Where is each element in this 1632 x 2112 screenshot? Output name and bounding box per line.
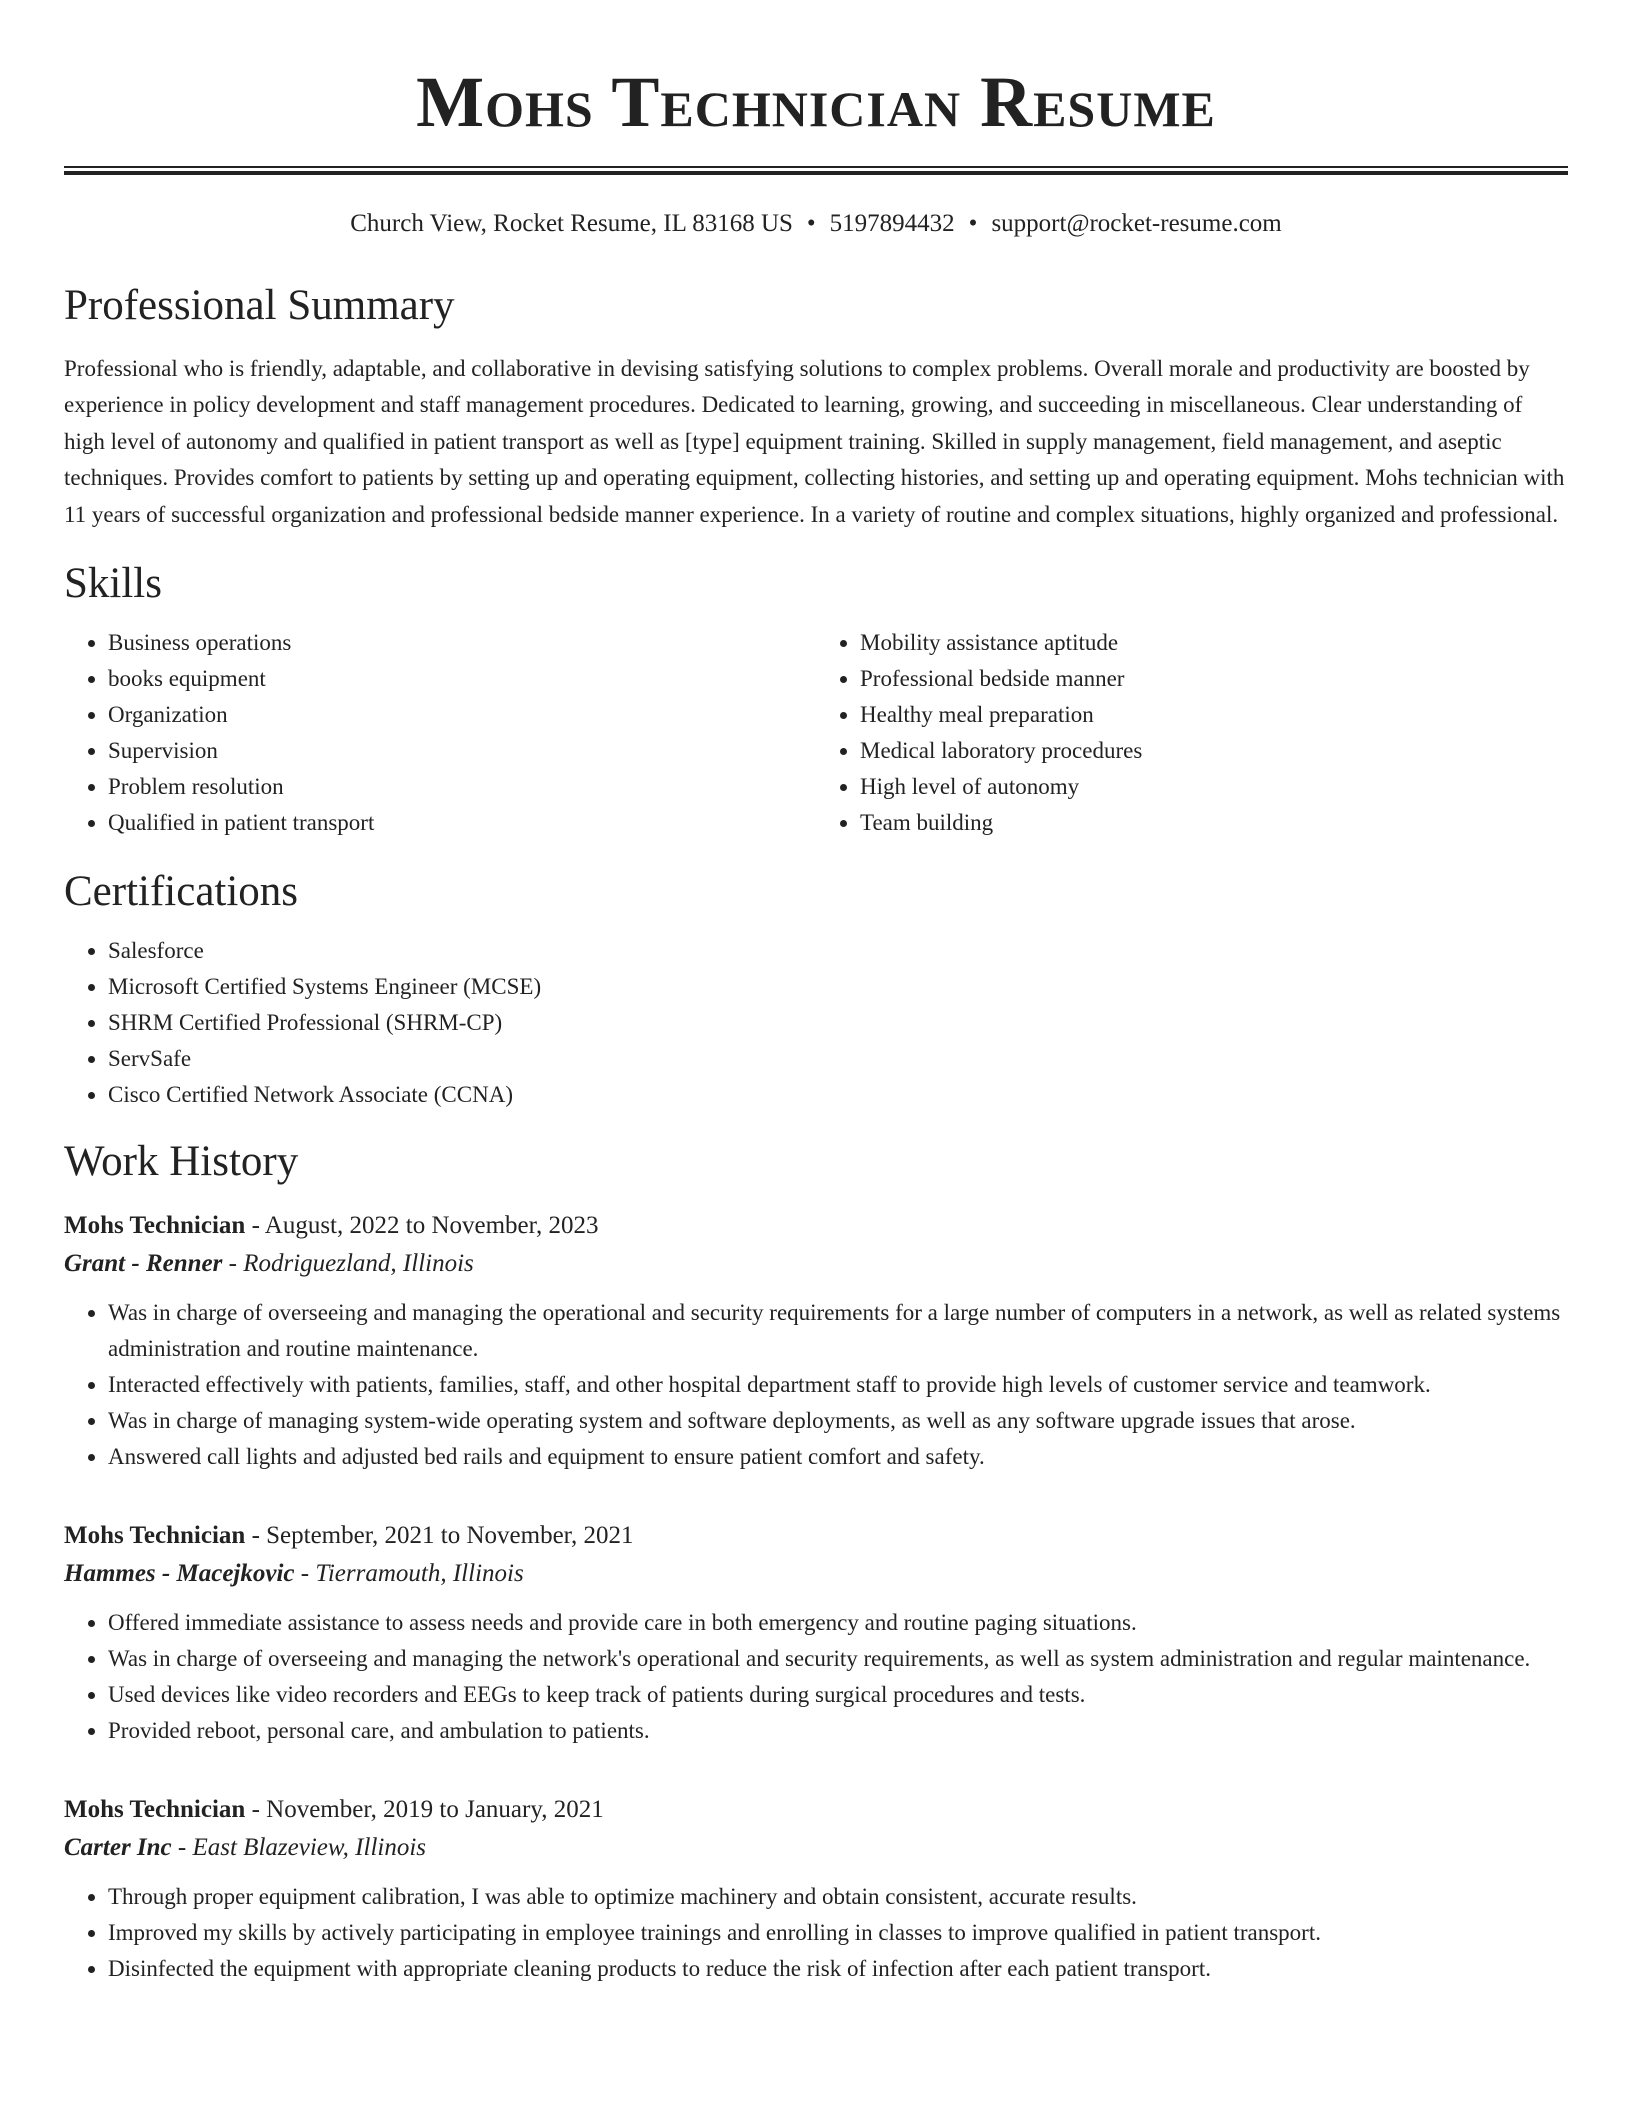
skill-item: • Team building	[860, 805, 1568, 841]
job-bullet: • Answered call lights and adjusted bed rails and equipment to ensure patient comfort and safety.	[108, 1439, 1568, 1475]
job-bullet: • Provided reboot, personal care, and ambulation to patients.	[108, 1713, 1568, 1749]
job-bullet: • Improved my skills by actively participating in employee trainings and enrolling in classes to improve qualified in patient transport.	[108, 1915, 1568, 1951]
job-bullets	[64, 1295, 1568, 1475]
job-bullet: • Through proper equipment calibration, I was able to optimize machinery and obtain consistent, accurate results.	[108, 1879, 1568, 1915]
certification-item: • SHRM Certified Professional (SHRM-CP)	[108, 1005, 1568, 1041]
certification-item: • ServSafe	[108, 1041, 1568, 1077]
company-location: Tierramouth, Illinois	[315, 1560, 524, 1588]
company-location: Rodriguezland, Illinois	[243, 1250, 474, 1278]
job-title: Mohs Technician	[64, 1212, 246, 1240]
company-separator: -	[171, 1834, 193, 1862]
job-header	[64, 1517, 1568, 1555]
company-header	[64, 1829, 1568, 1867]
skill-item: • Healthy meal preparation	[860, 697, 1568, 733]
summary-text: Professional who is friendly, adaptable, and collaborative in devising satisfying solutions to complex problems. Overall morale and productivity are boosted by experience in policy development and staff management procedures. Dedicated to learning, growing, and succeeding in miscellaneous. Clear understanding of high level of autonomy and qualified in patient transport as well as [type] equipment training. Skilled in supply management, field management, and aseptic techniques. Provides comfort to patients by setting up and operating equipment, collecting histories, and setting up and operating equipment. Mohs technician with 11 years of successful organization and professional bedside manner experience. In a variety of routine and complex situations, highly organized and professional.	[64, 356, 1565, 527]
company-header	[64, 1245, 1568, 1283]
job-entry	[64, 1207, 1568, 1475]
job-separator: -	[245, 1796, 267, 1824]
contact-address: Church View, Rocket Resume, IL 83168 US	[350, 210, 793, 237]
certifications-list	[64, 933, 1568, 1113]
skills-grid	[64, 625, 1568, 841]
job-bullets	[64, 1605, 1568, 1749]
skill-item: • Professional bedside manner	[860, 661, 1568, 697]
job-bullet: • Offered immediate assistance to assess needs and provide care in both emergency and routine paging situations.	[108, 1605, 1568, 1641]
job-title: Mohs Technician	[64, 1796, 246, 1824]
job-bullet: • Disinfected the equipment with appropriate cleaning products to reduce the risk of infection after each patient transport.	[108, 1951, 1568, 1987]
skills-list-right	[816, 625, 1568, 841]
job-dates: November, 2019 to January, 2021	[266, 1796, 604, 1824]
company-separator: -	[222, 1250, 244, 1278]
job-bullet: • Used devices like video recorders and EEGs to keep track of patients during surgical procedures and tests.	[108, 1677, 1568, 1713]
job-dates: August, 2022 to November, 2023	[264, 1212, 599, 1240]
skill-item: • Organization	[108, 697, 816, 733]
job-header	[64, 1791, 1568, 1829]
skill-item: • Business operations	[108, 625, 816, 661]
contact-email: support@rocket-resume.com	[991, 210, 1282, 237]
skill-item: • Medical laboratory procedures	[860, 733, 1568, 769]
skill-item: • Supervision	[108, 733, 816, 769]
certification-item: • Microsoft Certified Systems Engineer (MCSE)	[108, 969, 1568, 1005]
skills-list-left	[64, 625, 816, 841]
work-history-heading: Work History	[64, 1138, 299, 1186]
skill-item: • Qualified in patient transport	[108, 805, 816, 841]
company-location: East Blazeview, Illinois	[192, 1834, 427, 1862]
company-name: Hammes - Macejkovic	[64, 1560, 295, 1588]
company-header	[64, 1555, 1568, 1593]
title-divider	[64, 166, 1568, 175]
company-name: Carter Inc	[64, 1834, 172, 1862]
skill-item: • Problem resolution	[108, 769, 816, 805]
job-dates: September, 2021 to November, 2021	[266, 1522, 634, 1550]
company-name: Grant - Renner	[64, 1250, 223, 1278]
company-separator: -	[294, 1560, 316, 1588]
job-title: Mohs Technician	[64, 1522, 246, 1550]
skills-heading: Skills	[64, 560, 162, 608]
contact-separator: •	[968, 210, 978, 237]
job-entry	[64, 1517, 1568, 1749]
certifications-heading: Certifications	[64, 868, 299, 916]
skill-item: • High level of autonomy	[860, 769, 1568, 805]
job-separator: -	[245, 1212, 265, 1240]
skill-item: • books equipment	[108, 661, 816, 697]
job-bullets	[64, 1879, 1568, 1987]
job-separator: -	[245, 1522, 267, 1550]
job-entry	[64, 1791, 1568, 1987]
job-bullet: • Was in charge of overseeing and managing the operational and security requirements for a large number of computers in a network, as well as related systems administration and routine maintenance.	[108, 1295, 1568, 1367]
contact-line	[64, 209, 1568, 239]
resume-title: Mohs Technician Resume	[416, 62, 1216, 142]
contact-separator: •	[806, 210, 816, 237]
job-bullet: • Interacted effectively with patients, families, staff, and other hospital department staff to provide high levels of customer service and teamwork.	[108, 1367, 1568, 1403]
job-header	[64, 1207, 1568, 1245]
contact-phone: 5197894432	[829, 210, 955, 237]
job-bullet: • Was in charge of managing system-wide operating system and software deployments, as well as any software upgrade issues that arose.	[108, 1403, 1568, 1439]
skill-item: • Mobility assistance aptitude	[860, 625, 1568, 661]
certification-item: • Salesforce	[108, 933, 1568, 969]
certification-item: • Cisco Certified Network Associate (CCNA)	[108, 1077, 1568, 1113]
summary-heading: Professional Summary	[64, 282, 455, 329]
job-bullet: • Was in charge of overseeing and managing the network's operational and security requirements, as well as system administration and regular maintenance.	[108, 1641, 1568, 1677]
